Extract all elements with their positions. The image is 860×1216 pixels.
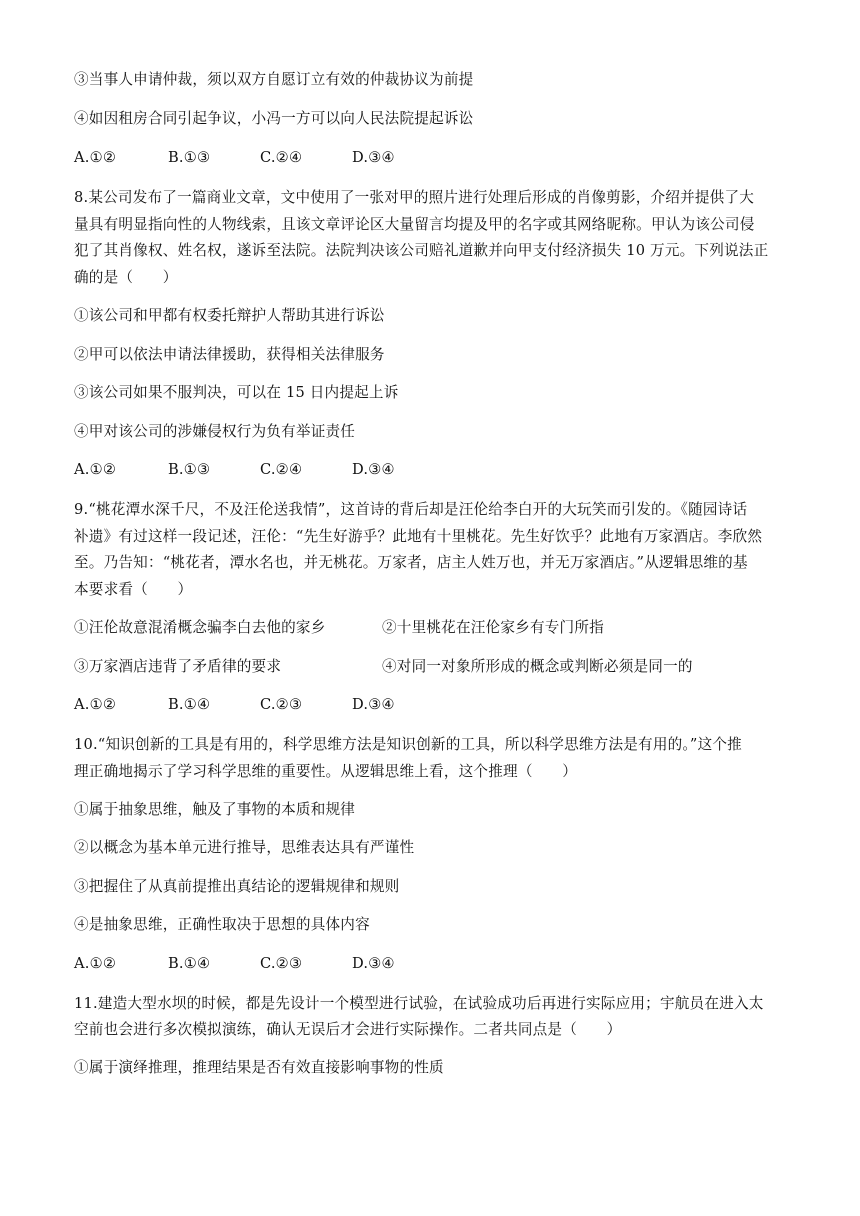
q8-option-b: B.①③ [168,461,211,478]
q9-stem-line-4: 本要求看（ ） [74,581,193,598]
q9-option-a: A.①② [74,696,117,713]
q9-statements-row-1 [74,618,774,638]
q8-stem-line-2: 量具有明显指向性的人物线索，且该文章评论区大量留言均提及甲的名字或其网络昵称。甲认为该公司侵 [74,216,755,233]
q9-stem-line-2: 补遗》有过这样一段记述，汪伦：“先生好游乎？此地有十里桃花。先生好饮乎？此地有万家酒店。李欣然 [74,528,763,545]
q8-option-a: A.①② [74,461,117,478]
q9-option-c: C.②③ [260,696,303,713]
q8-statement-3: ③该公司如果不服判决，可以在 15 日内提起上诉 [74,384,399,401]
q8-statement-1: ①该公司和甲都有权委托辩护人帮助其进行诉讼 [74,307,385,324]
q10-statement-2: ②以概念为基本单元进行推导，思维表达具有严谨性 [74,839,415,856]
q8-statement-2: ②甲可以依法申请法律援助，获得相关法律服务 [74,346,385,363]
q10-statement-1: ①属于抽象思维，触及了事物的本质和规律 [74,801,356,818]
q10-statement-3: ③把握住了从真前提推出真结论的逻辑规律和规则 [74,878,400,895]
q10-statement-4: ④是抽象思维，正确性取决于思想的具体内容 [74,916,370,933]
q8-stem-line-3: 犯了其肖像权、姓名权，遂诉至法院。法院判决该公司赔礼道歉并向甲支付经济损失 10 万元。下列说法正 [74,242,769,259]
q7-statement-3: ③当事人申请仲裁，须以双方自愿订立有效的仲裁协议为前提 [74,71,474,88]
q7-option-d: D.③④ [352,149,395,166]
q7-statement-4: ④如因租房合同引起争议，小冯一方可以向人民法院提起诉讼 [74,110,474,127]
q10-stem-line-2: 理正确地揭示了学习科学思维的重要性。从逻辑思维上看，这个推理（ ） [74,763,577,780]
q9-option-b: B.①④ [168,696,211,713]
q10-option-b: B.①④ [168,955,211,972]
q7-option-a: A.①② [74,149,117,166]
q8-statement-4: ④甲对该公司的涉嫌侵权行为负有举证责任 [74,423,356,440]
q8-stem-line-4: 确的是（ ） [74,269,178,286]
q10-option-d: D.③④ [352,955,395,972]
q9-statement-4: ④对同一对象所形成的概念或判断必须是同一的 [382,658,693,675]
q9-stem-line-1: 9.“桃花潭水深千尺，不及汪伦送我情”，这首诗的背后却是汪伦给李白开的大玩笑而引发的。《随园诗话 [74,501,748,518]
q9-option-d: D.③④ [352,696,395,713]
q9-statements-row-2 [74,657,774,677]
q9-statement-1: ①汪伦故意混淆概念骗李白去他的家乡 [74,619,326,636]
q8-option-c: C.②④ [260,461,303,478]
q9-stem-line-3: 至。乃告知：“桃花者，潭水名也，并无桃花。万家者，店主人姓万也，并无万家酒店。”从逻辑思维的基 [74,554,748,571]
q10-option-a: A.①② [74,955,117,972]
q7-option-b: B.①③ [168,149,211,166]
q11-statement-1: ①属于演绎推理，推理结果是否有效直接影响事物的性质 [74,1059,444,1076]
q8-stem-line-1: 8.某公司发布了一篇商业文章，文中使用了一张对甲的照片进行处理后形成的肖像剪影，介绍并提供了大 [74,189,755,206]
q9-statement-2: ②十里桃花在汪伦家乡有专门所指 [382,619,604,636]
q7-option-c: C.②④ [260,149,303,166]
q10-stem-line-1: 10.“知识创新的工具是有用的，科学思维方法是知识创新的工具，所以科学思维方法是有用的。”这个推 [74,736,742,753]
q11-stem-line-2: 空前也会进行多次模拟演练，确认无误后才会进行实际操作。二者共同点是（ ） [74,1021,622,1038]
q10-option-c: C.②③ [260,955,303,972]
q9-statement-3: ③万家酒店违背了矛盾律的要求 [74,658,282,675]
q8-option-d: D.③④ [352,461,395,478]
q11-stem-line-1: 11.建造大型水坝的时候，都是先设计一个模型进行试验，在试验成功后再进行实际应用；宇航员在进入太 [74,995,764,1012]
